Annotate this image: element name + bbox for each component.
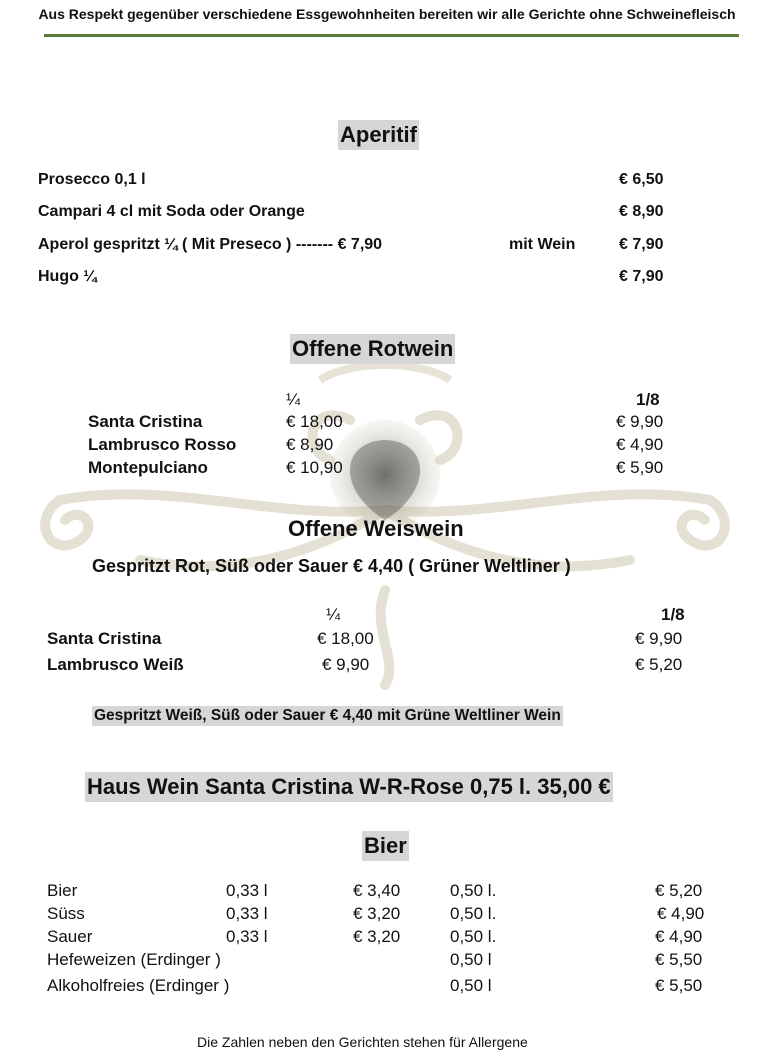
weiswein-spritz-note: Gespritzt Rot, Süß oder Sauer € 4,40 ( Grüner Weltliner ) <box>92 556 571 576</box>
rotwein-item-quarter: € 10,90 <box>286 458 343 477</box>
rotwein-item-name: Lambrusco Rosso <box>88 435 237 454</box>
bier-item-name: Sauer <box>47 927 93 946</box>
rotwein-item-quarter: € 8,90 <box>286 435 334 454</box>
weiswein-item-quarter: € 9,90 <box>322 655 370 674</box>
bier-item-small: 0,33 l <box>226 927 268 946</box>
bier-item-large-price: € 5,50 <box>655 950 703 969</box>
weiswein-item-eighth: € 9,90 <box>635 629 683 648</box>
weiswein-eighth-header: 1/8 <box>661 605 685 624</box>
aperitif-heading: Aperitif <box>338 120 419 150</box>
weiswein-item-quarter: € 18,00 <box>317 629 374 648</box>
weiswein-spritz-banner: Gespritzt Weiß, Süß oder Sauer € 4,40 mit Grüne Weltliner Wein <box>94 707 561 724</box>
bier-item-large: 0,50 l <box>450 976 492 995</box>
weiswein-item-name: Santa Cristina <box>47 629 162 648</box>
rotwein-item-eighth: € 9,90 <box>616 412 664 431</box>
aperitif-item-price: € 7,90 <box>619 268 664 285</box>
aperitif-item-name: Prosecco 0,1 l <box>38 171 146 188</box>
aperitif-item-name: Aperol gespritzt ¼ ( Mit Preseco ) ------- € 7,90 <box>38 236 383 253</box>
weiswein-item-name: Lambrusco Weiß <box>47 655 184 674</box>
rotwein-item-eighth: € 4,90 <box>616 435 664 454</box>
bier-item-name: Hefeweizen (Erdinger ) <box>47 950 221 969</box>
bier-item-name: Alkoholfreies (Erdinger ) <box>47 976 230 995</box>
rotwein-item-eighth: € 5,90 <box>616 458 664 477</box>
bier-item-name: Süss <box>47 904 85 923</box>
no-pork-notice: Aus Respekt gegenüber verschiedene Essgewohnheiten bereiten wir alle Gerichte ohne Schweinefleisch <box>38 6 736 22</box>
bier-item-large: 0,50 l. <box>450 904 497 923</box>
bier-item-small-price: € 3,40 <box>353 881 401 900</box>
bier-item-large-price: € 4,90 <box>655 927 703 946</box>
bier-item-small-price: € 3,20 <box>353 927 401 946</box>
aperitif-item-price: € 6,50 <box>619 171 664 188</box>
rotwein-eighth-header: 1/8 <box>636 390 660 409</box>
aperitif-item-name: Campari 4 cl mit Soda oder Orange <box>38 203 305 220</box>
aperitif-item-price: € 7,90 <box>619 236 664 253</box>
header-divider <box>44 34 739 37</box>
bier-item-large-price: € 5,20 <box>655 881 703 900</box>
rotwein-item-quarter: € 18,00 <box>286 412 343 431</box>
weiswein-quarter-header: ¼ <box>326 605 341 624</box>
weiswein-item-eighth: € 5,20 <box>635 655 683 674</box>
aperitif-item-name: Hugo ¼ <box>38 268 97 285</box>
bier-item-large: 0,50 l. <box>450 927 497 946</box>
rotwein-item-name: Montepulciano <box>88 458 208 477</box>
bier-item-large: 0,50 l <box>450 950 492 969</box>
weiswein-heading: Offene Weiswein <box>288 516 464 541</box>
aperitif-item-price: € 8,90 <box>619 203 664 220</box>
allergen-footnote: Die Zahlen neben den Gerichten stehen für Allergene <box>197 1034 528 1050</box>
bier-item-small-price: € 3,20 <box>353 904 401 923</box>
rotwein-quarter-header: ¼ <box>286 390 301 409</box>
aperitif-item-extra: mit Wein <box>509 236 576 253</box>
house-wine-offer: Haus Wein Santa Cristina W-R-Rose 0,75 l. 35,00 € <box>85 772 613 802</box>
bier-item-large: 0,50 l. <box>450 881 497 900</box>
rotwein-item-name: Santa Cristina <box>88 412 203 431</box>
bier-item-large-price: € 4,90 <box>657 904 705 923</box>
bier-item-large-price: € 5,50 <box>655 976 703 995</box>
bier-item-small: 0,33 l <box>226 904 268 923</box>
rotwein-heading: Offene Rotwein <box>290 334 455 364</box>
bier-item-name: Bier <box>47 881 78 900</box>
bier-item-small: 0,33 l <box>226 881 268 900</box>
bier-heading: Bier <box>362 831 409 861</box>
